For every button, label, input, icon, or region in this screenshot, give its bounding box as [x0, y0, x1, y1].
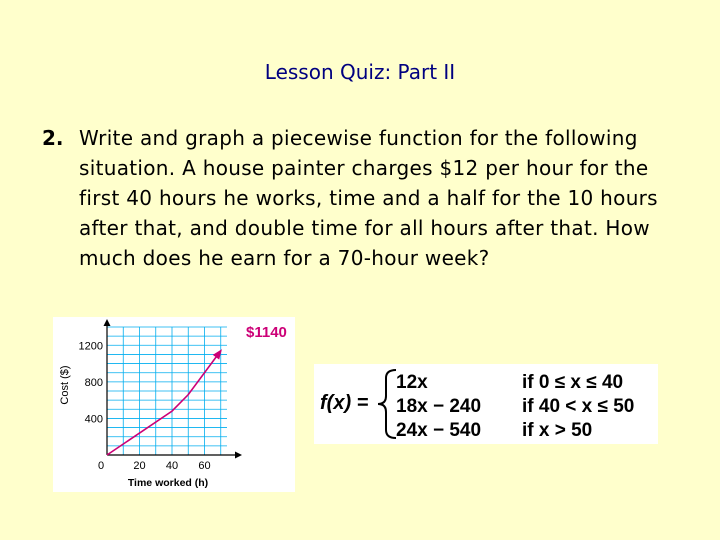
- x-tick-label: 20: [133, 460, 146, 472]
- question-number: 2.: [42, 126, 64, 150]
- chart-axes: [104, 319, 243, 459]
- question-text: Write and graph a piecewise function for the following situation. A house painter charges $12 per hour for the first 40 hours he works, time and a half for the 10 hours after that, and double time for all hours after that. How much does he earn for a 70-hour week?: [79, 126, 658, 270]
- case-2-cond: if 40 < x ≤ 50: [522, 396, 635, 417]
- question: [42, 123, 682, 273]
- x-axis-label: Time worked (h): [127, 477, 209, 489]
- chart-grid: [107, 327, 227, 455]
- case-1-expr: 12x: [396, 372, 428, 393]
- case-3-cond: if x > 50: [522, 420, 593, 441]
- cost-line: [107, 351, 221, 455]
- cost-graph: [53, 317, 295, 492]
- x-tick-label: 60: [198, 460, 211, 472]
- case-2-expr: 18x − 240: [396, 396, 482, 417]
- x-tick-label: 0: [97, 460, 105, 472]
- piecewise-formula: [314, 364, 658, 444]
- y-axis-arrow: [104, 319, 111, 326]
- y-tick-label: 400: [84, 413, 103, 426]
- y-tick-label: 800: [84, 376, 103, 389]
- formula-svg: [314, 364, 658, 444]
- chart-ticks: [79, 340, 211, 472]
- x-axis-arrow: [235, 452, 242, 459]
- formula-lhs: f(x) =: [320, 392, 369, 414]
- slide-title: Lesson Quiz: Part II: [264, 60, 456, 84]
- result-annotation: $1140: [246, 324, 287, 341]
- y-tick-label: 1200: [78, 340, 103, 353]
- y-axis-label: Cost ($): [59, 365, 71, 405]
- x-tick-label: 40: [165, 460, 179, 472]
- formula-brace: [378, 370, 396, 438]
- case-3-expr: 24x − 540: [396, 420, 482, 441]
- cost-chart-svg: [53, 317, 295, 492]
- case-1-cond: if 0 ≤ x ≤ 40: [522, 372, 624, 393]
